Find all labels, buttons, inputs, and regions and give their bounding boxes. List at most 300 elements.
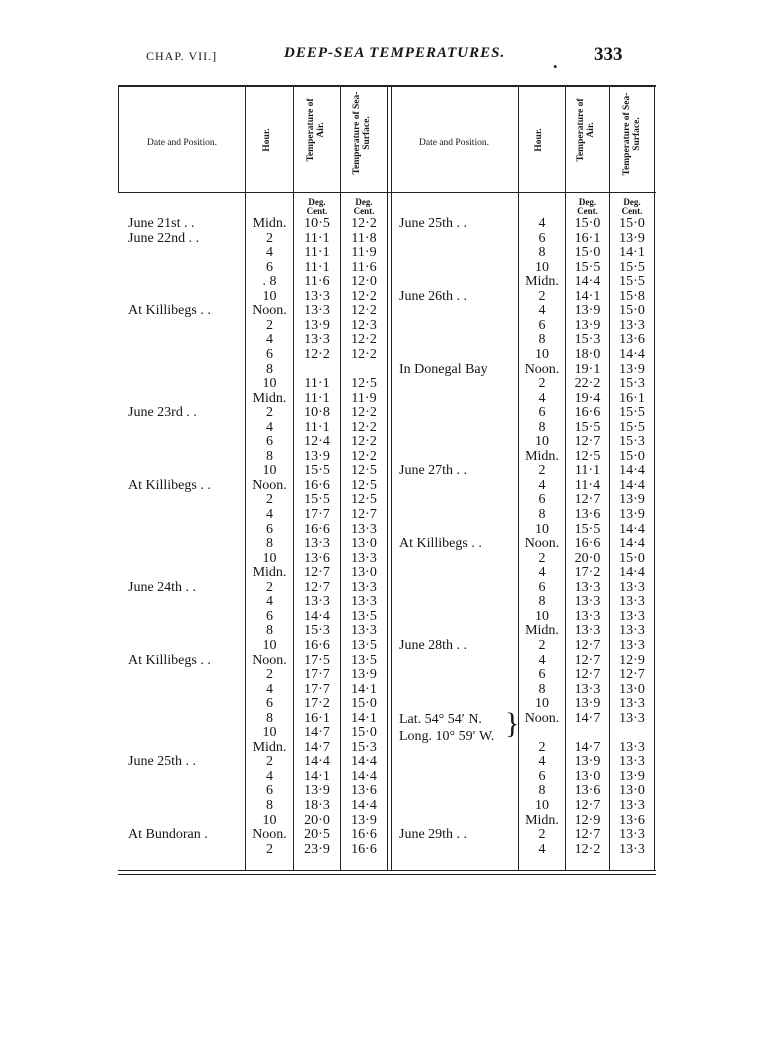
cell-hour: 4 <box>266 594 273 610</box>
cell-air: 14·7 <box>304 739 330 755</box>
unit-cent: Cent. <box>306 206 328 216</box>
cell-sea: 15·5 <box>619 419 645 435</box>
cell-sea: 13·9 <box>619 361 645 377</box>
cell-air: 13·3 <box>304 594 330 610</box>
cell-air: 13·3 <box>574 681 601 697</box>
cell-air: 13·3 <box>304 288 330 304</box>
cell-hour: Midn. <box>252 565 287 581</box>
cell-air: 15·5 <box>574 419 601 435</box>
cell-sea: 12·0 <box>351 274 377 290</box>
cell-air: 14·4 <box>304 754 330 770</box>
cell-hour: 8 <box>266 798 273 813</box>
cell-hour: 4 <box>266 332 273 348</box>
cell-hour: Midn. <box>525 274 559 290</box>
cell-sea: 14·4 <box>619 565 645 581</box>
cell-hour: 2 <box>266 579 273 595</box>
cell-hour: 6 <box>266 783 273 799</box>
cell-hour: 8 <box>266 710 273 726</box>
cell-hour: 2 <box>266 230 273 246</box>
cell-hour: 8 <box>266 448 273 464</box>
cell-hour: 6 <box>538 667 546 683</box>
cell-hour: 10 <box>262 812 277 828</box>
unit-cent: Cent. <box>577 206 598 216</box>
cell-sea: 13·3 <box>351 594 377 610</box>
cell-air: 20·0 <box>574 550 601 566</box>
cell-sea: 15·5 <box>619 259 645 275</box>
cell-air: 11·1 <box>304 259 330 275</box>
cell-hour: Noon. <box>252 652 287 668</box>
cell-air: 15·5 <box>304 492 330 508</box>
cell-hour: 6 <box>538 405 546 421</box>
cell-sea: 13·9 <box>619 507 645 522</box>
cell-air: 16·1 <box>304 710 330 726</box>
cell-air: 15·5 <box>574 259 601 275</box>
cell-air: 13·3 <box>574 579 601 595</box>
cell-sea: 15·0 <box>351 696 377 712</box>
cell-hour: 10 <box>535 434 549 450</box>
cell-air: 19·1 <box>574 361 601 377</box>
cell-hour: 2 <box>538 376 546 392</box>
cell-hour: 4 <box>266 419 273 435</box>
cell-hour: 4 <box>538 754 546 770</box>
cell-hour: 6 <box>266 608 273 624</box>
cell-sea: 12·2 <box>351 346 377 362</box>
cell-air: 15·0 <box>574 245 601 261</box>
cell-sea: 15·5 <box>619 405 645 421</box>
cell-sea: 13·3 <box>619 754 645 770</box>
cell-hour: 2 <box>538 739 546 755</box>
rule-right-edge <box>654 87 655 870</box>
cell-hour: Noon. <box>252 303 287 319</box>
cell-sea: 13·9 <box>619 768 645 784</box>
cell-hour: 2 <box>266 317 273 333</box>
cell-air: 12·7 <box>574 798 601 813</box>
cell-date: At Killibegs . . <box>399 536 482 552</box>
cell-air: 13·9 <box>304 448 330 464</box>
cell-hour: 8 <box>538 681 546 697</box>
cell-date: June 29th . . <box>399 827 468 843</box>
cell-air: 12·2 <box>304 346 330 362</box>
position-long: Long. 10° 59′ W. <box>399 729 495 744</box>
cell-sea: 12·2 <box>351 434 377 450</box>
cell-air: 14·1 <box>304 768 330 784</box>
cell-sea: 13·3 <box>351 579 377 595</box>
table-bottom-rule <box>118 870 656 871</box>
cell-air: 12·7 <box>574 667 601 683</box>
brace-icon: } <box>505 707 520 740</box>
cell-date: June 22nd . . <box>128 230 200 246</box>
cell-air: 23·9 <box>304 841 330 857</box>
cell-sea: 13·3 <box>619 623 645 639</box>
cell-hour: 2 <box>266 754 273 770</box>
cell-sea: 15·0 <box>619 550 645 566</box>
cell-hour: Noon. <box>252 827 287 843</box>
cell-sea: 13·3 <box>619 594 645 610</box>
cell-sea: 13·0 <box>619 681 645 697</box>
cell-air: 13·9 <box>574 696 601 712</box>
cell-hour: 4 <box>538 565 546 581</box>
cell-hour: 6 <box>538 492 546 508</box>
cell-sea: 16·1 <box>619 390 645 406</box>
cell-hour: Midn. <box>525 812 559 828</box>
cell-air: 18·3 <box>304 798 330 813</box>
cell-hour: 10 <box>262 463 277 479</box>
cell-air: 16·6 <box>304 521 330 537</box>
cell-hour: 4 <box>266 245 273 261</box>
cell-date: At Bundoran . <box>128 827 208 843</box>
rule-middle-a <box>387 87 388 870</box>
cell-sea: 13·3 <box>619 710 645 726</box>
cell-date: June 26th . . <box>399 288 468 304</box>
cell-air: 10·5 <box>304 216 330 231</box>
cell-date: June 24th . . <box>128 579 197 595</box>
cell-air: 11·1 <box>304 230 330 246</box>
header-date-position-left: Date and Position. <box>147 138 217 148</box>
header-air-left: Temperature of Air. <box>306 98 326 162</box>
cell-air: 11·1 <box>304 390 330 406</box>
cell-hour: . 8 <box>262 274 277 290</box>
cell-sea: 15·3 <box>619 376 645 392</box>
cell-sea: 13·3 <box>619 579 645 595</box>
cell-air: 17·2 <box>304 696 330 712</box>
cell-sea: 15·0 <box>619 216 645 231</box>
cell-sea: 13·6 <box>619 332 645 348</box>
cell-air: 17·2 <box>574 565 601 581</box>
cell-air: 11·4 <box>574 477 601 493</box>
cell-air: 17·7 <box>304 507 330 522</box>
cell-air: 11·1 <box>304 245 330 261</box>
cell-sea: 12·5 <box>351 376 377 392</box>
cell-hour: 8 <box>538 245 546 261</box>
cell-sea: 13·0 <box>619 783 645 799</box>
cell-air: 13·3 <box>304 303 330 319</box>
page-number: 333 <box>594 44 623 65</box>
cell-hour: Midn. <box>252 216 287 231</box>
cell-air: 13·6 <box>574 507 601 522</box>
cell-sea: 15·0 <box>619 448 645 464</box>
cell-date: June 23rd . . <box>128 405 197 421</box>
chapter-label: CHAP. VII.] <box>146 49 218 63</box>
cell-air: 11·1 <box>574 463 601 479</box>
cell-sea: 12·5 <box>351 492 377 508</box>
cell-sea: 13·3 <box>351 550 377 566</box>
cell-air: 16·6 <box>304 477 330 493</box>
cell-air: 13·9 <box>304 783 330 799</box>
cell-hour: 10 <box>535 259 549 275</box>
cell-sea: 13·3 <box>619 637 645 653</box>
cell-sea: 12·2 <box>351 303 377 319</box>
cell-sea: 13·5 <box>351 608 377 624</box>
cell-hour: 2 <box>266 405 273 421</box>
cell-sea: 16·6 <box>351 841 377 857</box>
cell-hour: 2 <box>538 550 546 566</box>
cell-air: 15·5 <box>574 521 601 537</box>
cell-air: 16·6 <box>304 637 330 653</box>
cell-sea: 14·1 <box>619 245 645 261</box>
cell-air: 14·4 <box>574 274 601 290</box>
unit-air-left <box>294 198 340 216</box>
cell-hour: 4 <box>266 507 273 522</box>
cell-hour: 4 <box>538 303 546 319</box>
cell-sea: 15·8 <box>619 288 645 304</box>
cell-sea: 16·6 <box>351 827 377 843</box>
cell-sea: 14·4 <box>619 463 645 479</box>
table-bottom-rule-2 <box>118 874 656 875</box>
rule-left-edge <box>118 87 119 192</box>
cell-air: 20·0 <box>304 812 330 828</box>
cell-sea: 14·1 <box>351 710 377 726</box>
cell-sea: 12·2 <box>351 332 377 348</box>
cell-air: 19·4 <box>574 390 601 406</box>
cell-sea: 11·9 <box>351 245 377 261</box>
cell-sea: 15·0 <box>351 725 377 741</box>
unit-deg: Deg. <box>623 197 641 207</box>
cell-air: 22·2 <box>574 376 601 392</box>
cell-sea: 12·2 <box>351 405 377 421</box>
cell-air: 20·5 <box>304 827 330 843</box>
cell-hour: 10 <box>262 288 277 304</box>
header-air-right: Temperature of Air. <box>576 98 596 162</box>
cell-date: June 28th . . <box>399 637 468 653</box>
cell-hour: 6 <box>266 521 273 537</box>
cell-air: 12·7 <box>304 579 330 595</box>
cell-hour: 10 <box>535 798 549 813</box>
cell-sea: 13·6 <box>351 783 377 799</box>
cell-hour: 8 <box>538 332 546 348</box>
cell-sea: 13·3 <box>619 798 645 813</box>
cell-sea: 13·3 <box>619 827 645 843</box>
cell-hour: 8 <box>538 507 546 522</box>
cell-hour: 8 <box>538 594 546 610</box>
cell-hour: 10 <box>262 376 277 392</box>
cell-hour: 2 <box>538 288 546 304</box>
cell-air: 16·6 <box>574 405 601 421</box>
position-lat: Lat. 54° 54′ N. <box>399 712 482 727</box>
cell-air: 15·3 <box>304 623 330 639</box>
cell-hour: 8 <box>266 536 273 552</box>
cell-sea: 13·3 <box>619 841 645 857</box>
cell-sea: 13·5 <box>351 652 377 668</box>
cell-hour: 6 <box>538 768 546 784</box>
cell-hour: Midn. <box>525 448 559 464</box>
position-note <box>399 711 494 745</box>
rule-middle-b <box>391 87 392 870</box>
cell-sea: 13·9 <box>619 230 645 246</box>
cell-air: 11·1 <box>304 376 330 392</box>
cell-air: 14·7 <box>574 710 601 726</box>
unit-cent: Cent. <box>353 206 375 216</box>
cell-sea: 13·9 <box>351 667 377 683</box>
cell-sea: 13·0 <box>351 536 377 552</box>
cell-air: 14·1 <box>574 288 601 304</box>
cell-hour: 10 <box>535 696 549 712</box>
cell-air: 13·9 <box>304 317 330 333</box>
cell-sea: 12·2 <box>351 216 377 231</box>
cell-sea: 13·3 <box>619 739 645 755</box>
unit-deg: Deg. <box>355 197 373 207</box>
cell-hour: 4 <box>538 652 546 668</box>
cell-hour: 8 <box>538 419 546 435</box>
cell-air: 15·5 <box>304 463 330 479</box>
cell-sea: 12·2 <box>351 288 377 304</box>
cell-sea: 13·9 <box>351 812 377 828</box>
cell-air: 10·8 <box>304 405 330 421</box>
cell-hour: 2 <box>266 667 273 683</box>
cell-date: At Killibegs . . <box>128 477 211 493</box>
cell-hour: Midn. <box>252 739 287 755</box>
cell-air: 14·7 <box>574 739 601 755</box>
cell-date: In Donegal Bay <box>399 361 488 377</box>
cell-hour: 8 <box>266 361 273 377</box>
cell-hour: 10 <box>262 725 277 741</box>
header-hour-right: Hour. <box>534 128 544 152</box>
cell-hour: 10 <box>535 608 549 624</box>
cell-air: 17·7 <box>304 667 330 683</box>
unit-sea-left <box>341 198 387 216</box>
cell-hour: 10 <box>535 346 549 362</box>
cell-hour: 4 <box>538 390 546 406</box>
cell-air: 12·7 <box>574 652 601 668</box>
cell-hour: 6 <box>538 317 546 333</box>
cell-hour: 4 <box>538 477 546 493</box>
cell-date: June 25th . . <box>399 216 468 231</box>
cell-hour: 6 <box>538 230 546 246</box>
cell-sea: 13·3 <box>619 608 645 624</box>
header-hour-left: Hour. <box>262 128 272 152</box>
cell-hour: 6 <box>266 696 273 712</box>
cell-sea: 14·4 <box>619 536 645 552</box>
cell-sea: 12·7 <box>619 667 645 683</box>
cell-hour: 4 <box>266 681 273 697</box>
cell-air: 12·7 <box>574 827 601 843</box>
cell-air: 12·4 <box>304 434 330 450</box>
cell-sea: 12·5 <box>351 477 377 493</box>
unit-deg: Deg. <box>308 197 326 207</box>
cell-hour: 2 <box>538 463 546 479</box>
cell-hour: 10 <box>262 637 277 653</box>
cell-air: 16·6 <box>574 536 601 552</box>
cell-air: 11·6 <box>304 274 330 290</box>
cell-sea: 13·6 <box>619 812 645 828</box>
cell-sea: 14·4 <box>351 754 377 770</box>
unit-deg: Deg. <box>578 197 597 207</box>
cell-date: June 21st . . <box>128 216 195 231</box>
cell-sea: 14·4 <box>619 477 645 493</box>
cell-sea: 11·9 <box>351 390 377 406</box>
cell-sea: 13·3 <box>619 317 645 333</box>
cell-sea: 13·0 <box>351 565 377 581</box>
cell-air: 13·3 <box>304 332 330 348</box>
cell-air: 15·3 <box>574 332 601 348</box>
cell-sea: 12·5 <box>351 463 377 479</box>
unit-sea-right <box>610 198 654 216</box>
cell-hour: 6 <box>266 346 273 362</box>
unit-cent: Cent. <box>621 206 643 216</box>
cell-sea: 14·4 <box>351 768 377 784</box>
cell-sea: 14·4 <box>619 521 645 537</box>
cell-sea: 12·2 <box>351 419 377 435</box>
cell-air: 17·7 <box>304 681 330 697</box>
cell-hour: 6 <box>538 579 546 595</box>
cell-air: 12·7 <box>574 434 601 450</box>
cell-date: June 27th . . <box>399 463 468 479</box>
cell-air: 13·3 <box>304 536 330 552</box>
cell-air: 16·1 <box>574 230 601 246</box>
cell-hour: Noon. <box>524 361 560 377</box>
cell-air: 12·7 <box>574 492 601 508</box>
cell-sea: 11·8 <box>351 230 377 246</box>
header-sea-right: Temperature of Sea-Surface. <box>622 92 642 176</box>
cell-air: 12·5 <box>574 448 601 464</box>
cell-hour: Noon. <box>252 477 287 493</box>
cell-hour: 2 <box>538 827 546 843</box>
cell-air: 18·0 <box>574 346 601 362</box>
cell-air: 12·7 <box>574 637 601 653</box>
cell-hour: 8 <box>538 783 546 799</box>
cell-sea: 11·6 <box>351 259 377 275</box>
cell-sea: 15·3 <box>619 434 645 450</box>
cell-hour: Midn. <box>525 623 559 639</box>
cell-sea: 13·3 <box>619 696 645 712</box>
cell-hour: 6 <box>266 259 273 275</box>
header-date-position-right: Date and Position. <box>419 138 489 148</box>
cell-date: June 25th . . <box>128 754 197 770</box>
cell-sea: 12·9 <box>619 652 645 668</box>
cell-sea: 14·4 <box>351 798 377 813</box>
cell-sea: 12·3 <box>351 317 377 333</box>
cell-air: 13·9 <box>574 303 601 319</box>
cell-sea: 14·1 <box>351 681 377 697</box>
cell-air: 13·9 <box>574 317 601 333</box>
cell-air: 14·4 <box>304 608 330 624</box>
cell-date: At Killibegs . . <box>128 652 211 668</box>
cell-sea: 15·5 <box>619 274 645 290</box>
cell-sea: 13·3 <box>351 521 377 537</box>
cell-hour: Midn. <box>252 390 287 406</box>
cell-air: 13·9 <box>574 754 601 770</box>
cell-air: 14·7 <box>304 725 330 741</box>
cell-air: 13·0 <box>574 768 601 784</box>
cell-sea: 13·3 <box>351 623 377 639</box>
cell-hour: 4 <box>266 768 273 784</box>
unit-air-right <box>566 198 609 216</box>
cell-hour: 8 <box>266 623 273 639</box>
cell-hour: 4 <box>538 841 546 857</box>
cell-air: 12·9 <box>574 812 601 828</box>
cell-sea: 15·0 <box>619 303 645 319</box>
cell-date: At Killibegs . . <box>128 303 211 319</box>
cell-sea: 15·3 <box>351 739 377 755</box>
cell-air: 13·3 <box>574 623 601 639</box>
cell-sea: 13·5 <box>351 637 377 653</box>
cell-hour: Noon. <box>524 536 560 552</box>
cell-hour: 6 <box>266 434 273 450</box>
cell-hour: 2 <box>538 637 546 653</box>
cell-air: 13·6 <box>574 783 601 799</box>
cell-air: 11·1 <box>304 419 330 435</box>
cell-sea: 13·9 <box>619 492 645 508</box>
cell-hour: 10 <box>535 521 549 537</box>
cell-air: 13·3 <box>574 594 601 610</box>
stray-dot: . <box>553 52 558 72</box>
running-title: DEEP-SEA TEMPERATURES. <box>284 45 506 61</box>
cell-hour: Noon. <box>524 710 560 726</box>
cell-hour: 2 <box>266 492 273 508</box>
cell-air: 13·6 <box>304 550 330 566</box>
cell-air: 12·7 <box>304 565 330 581</box>
cell-hour: 10 <box>262 550 277 566</box>
cell-sea: 14·4 <box>619 346 645 362</box>
